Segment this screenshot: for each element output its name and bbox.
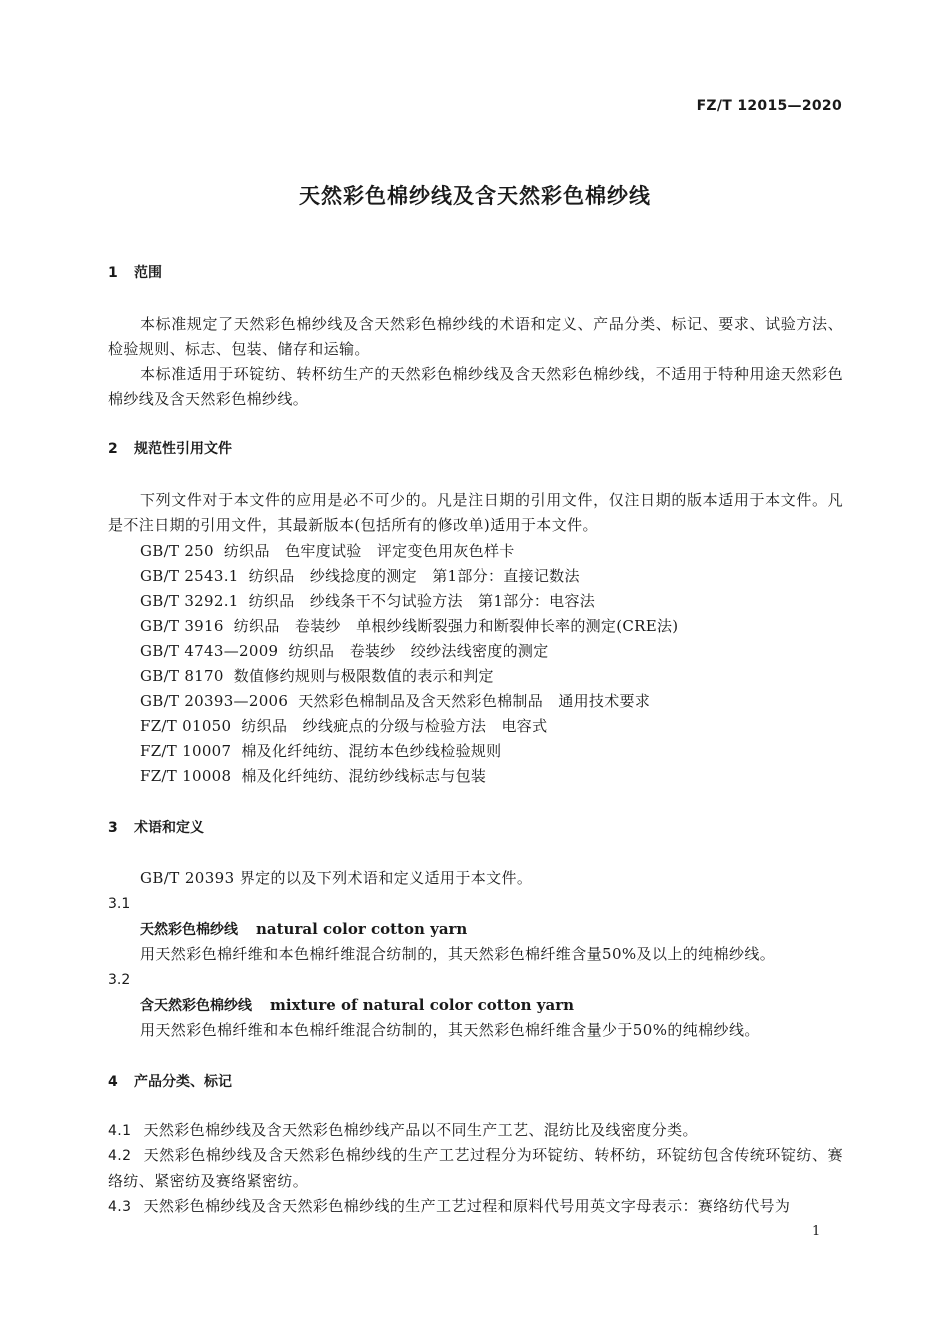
clause-number: 4.3 [108,1199,132,1215]
section-2-heading [108,440,232,458]
document-title: 天然彩色棉纱线及含天然彩色棉纱线 [299,184,651,208]
reference-title: 纺织品 色牢度试验 评定变色用灰色样卡 [223,542,515,560]
section-number: 1 [108,265,118,281]
reference-title: 数值修约规则与极限数值的表示和判定 [233,667,494,685]
clause-number: 4.2 [108,1148,132,1164]
reference-code: FZ/T 10007 [140,742,232,760]
reference-code: FZ/T 10008 [140,767,232,785]
reference-item [140,642,549,660]
reference-title: 纺织品 纱线条干不匀试验方法 第1部分：电容法 [248,592,596,610]
term-chinese: 含天然彩色棉纱线 [140,998,252,1014]
reference-code: GB/T 2543.1 [140,567,239,585]
reference-item [140,717,547,735]
section-title: 规范性引用文件 [134,441,232,457]
terms-intro: GB/T 20393 界定的以及下列术语和定义适用于本文件。 [140,869,533,887]
scope-paragraph-2: 本标准适用于环锭纺、转杯纺生产的天然彩色棉纱线及含天然彩色棉纱线，不适用于特种用途天然彩色棉纱线及含天然彩色棉纱线。 [108,365,843,408]
reference-item [140,592,595,610]
clause-item [108,1143,843,1194]
standard-code: FZ/T 12015—2020 [696,98,842,114]
section-number: 3 [108,820,118,836]
clause-text: 天然彩色棉纱线及含天然彩色棉纱线产品以不同生产工艺、混纺比及线密度分类。 [143,1121,698,1139]
normative-references-intro: 下列文件对于本文件的应用是必不可少的。凡是注日期的引用文件，仅注日期的版本适用于本文件。凡是不注日期的引用文件，其最新版本(包括所有的修改单)适用于本文件。 [108,491,843,534]
reference-code: GB/T 20393—2006 [140,692,289,710]
section-title: 范围 [134,265,162,281]
reference-item [140,567,580,585]
term-english: mixture of natural color cotton yarn [270,996,575,1014]
reference-title: 纺织品 纱线疵点的分级与检验方法 电容式 [241,717,548,735]
section-title: 术语和定义 [134,820,204,836]
scope-paragraph-1: 本标准规定了天然彩色棉纱线及含天然彩色棉纱线的术语和定义、产品分类、标记、要求、试验方法、检验规则、标志、包装、储存和运输。 [108,315,843,358]
reference-item [140,667,494,685]
term-definition: 用天然彩色棉纤维和本色棉纤维混合纺制的，其天然彩色棉纤维含量少于50%的纯棉纱线。 [140,1021,760,1039]
term-number: 3.2 [108,972,131,988]
reference-code: GB/T 8170 [140,667,224,685]
term-definition: 用天然彩色棉纤维和本色棉纤维混合纺制的，其天然彩色棉纤维含量50%及以上的纯棉纱线。 [140,945,776,963]
clause-text: 天然彩色棉纱线及含天然彩色棉纱线的生产工艺过程分为环锭纺、转杯纺，环锭纺包含传统环锭纺、赛络纺、紧密纺及赛络紧密纺。 [108,1146,843,1190]
reference-title: 棉及化纤纯纺、混纺纱线标志与包装 [241,767,487,785]
reference-item [140,767,486,785]
reference-item [140,542,515,560]
reference-code: GB/T 4743—2009 [140,642,279,660]
section-title: 产品分类、标记 [134,1074,232,1090]
section-number: 4 [108,1074,118,1090]
section-3-heading [108,819,204,837]
reference-item [140,742,501,760]
section-number: 2 [108,441,118,457]
reference-title: 纺织品 卷装纱 绞纱法线密度的测定 [288,642,549,660]
term-number: 3.1 [108,896,131,912]
reference-item [140,692,650,710]
term-chinese: 天然彩色棉纱线 [140,922,238,938]
reference-title: 纺织品 卷装纱 单根纱线断裂强力和断裂伸长率的测定(CRE法) [233,617,679,635]
clause-item [108,1118,843,1144]
term-heading [140,920,467,939]
clause-item [108,1194,843,1220]
reference-code: GB/T 3916 [140,617,224,635]
reference-title: 棉及化纤纯纺、混纺本色纱线检验规则 [241,742,502,760]
section-4-heading [108,1073,232,1091]
section-1-heading [108,264,162,282]
term-english: natural color cotton yarn [256,920,468,938]
page-number: 1 [812,1224,821,1239]
term-heading [140,996,574,1015]
reference-item [140,617,678,635]
reference-code: GB/T 250 [140,542,214,560]
reference-title: 天然彩色棉制品及含天然彩色棉制品 通用技术要求 [298,692,651,710]
clause-text: 天然彩色棉纱线及含天然彩色棉纱线的生产工艺过程和原料代号用英文字母表示：赛络纺代号为 [143,1197,791,1215]
reference-code: FZ/T 01050 [140,717,232,735]
reference-code: GB/T 3292.1 [140,592,239,610]
reference-title: 纺织品 纱线捻度的测定 第1部分：直接记数法 [248,567,580,585]
clause-number: 4.1 [108,1123,132,1139]
